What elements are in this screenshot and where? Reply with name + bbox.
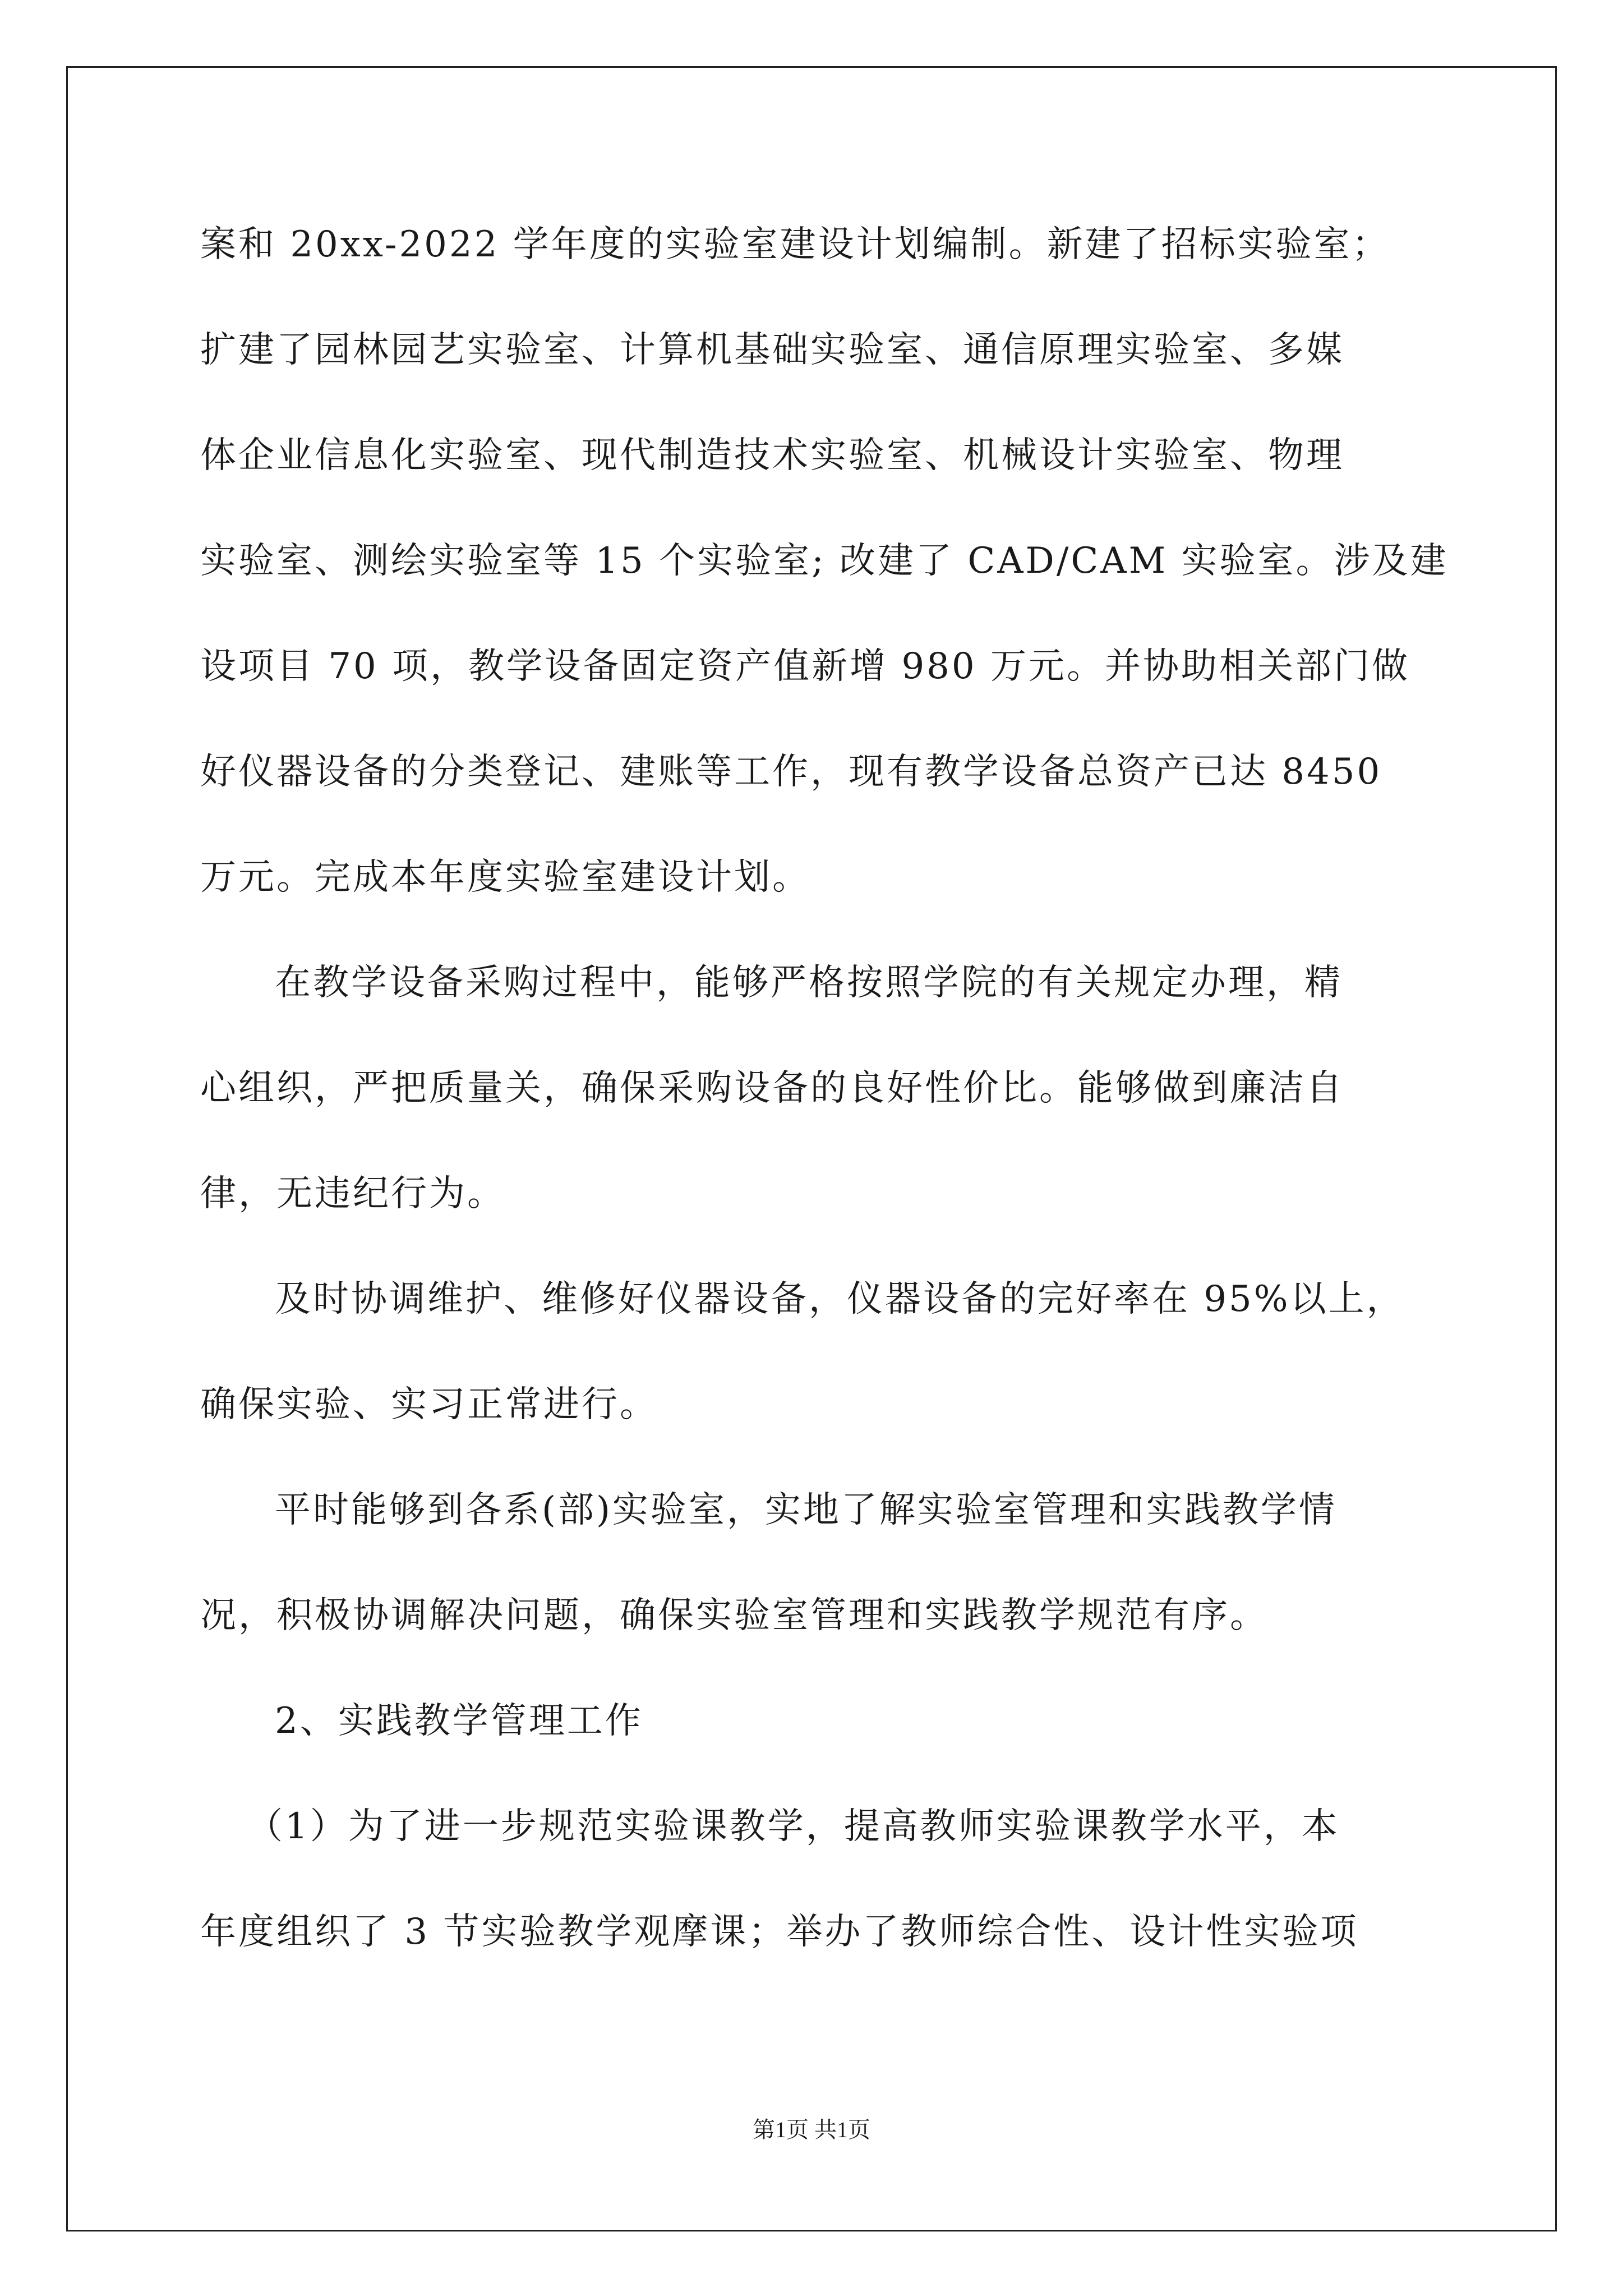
text-line: 心组织，严把质量关，确保采购设备的良好性价比。能够做到廉洁自: [200, 1068, 1344, 1109]
paragraph-start-line: （1）为了进一步规范实验课教学，提高教师实验课教学水平，本: [247, 1806, 1340, 1847]
text-line: 万元。完成本年度实验室建设计划。: [200, 857, 810, 898]
section-heading: 2、实践教学管理工作: [275, 1700, 643, 1742]
text-line: 案和 20xx-2022 学年度的实验室建设计划编制。新建了招标实验室；: [200, 224, 1390, 265]
text-line: 实验室、测绘实验室等 15 个实验室; 改建了 CAD/CAM 实验室。涉及建: [200, 540, 1449, 582]
text-line: 确保实验、实习正常进行。: [200, 1384, 658, 1425]
page-border: [66, 66, 1557, 2231]
paragraph-start-line: 及时协调维护、维修好仪器设备，仪器设备的完好率在 95%以上，: [275, 1278, 1405, 1320]
paragraph-start-line: 在教学设备采购过程中，能够严格按照学院的有关规定办理，精: [275, 962, 1343, 1004]
text-line: 况，积极协调解决问题，确保实验室管理和实践教学规范有序。: [200, 1595, 1268, 1636]
text-line: 体企业信息化实验室、现代制造技术实验室、机械设计实验室、物理: [200, 435, 1344, 476]
page-footer: 第1页 共1页: [753, 2117, 870, 2142]
text-line: 好仪器设备的分类登记、建账等工作，现有教学设备总资产已达 8450: [200, 751, 1382, 793]
text-line: 设项目 70 项，教学设备固定资产值新增 980 万元。并协助相关部门做: [200, 646, 1410, 687]
text-line: 扩建了园林园艺实验室、计算机基础实验室、通信原理实验室、多媒: [200, 329, 1344, 371]
paragraph-start-line: 平时能够到各系(部)实验室，实地了解实验室管理和实践教学情: [275, 1489, 1337, 1531]
text-line: 律，无违纪行为。: [200, 1173, 505, 1214]
text-line: 年度组织了 3 节实验教学观摩课；举办了教师综合性、设计性实验项: [200, 1911, 1359, 1953]
